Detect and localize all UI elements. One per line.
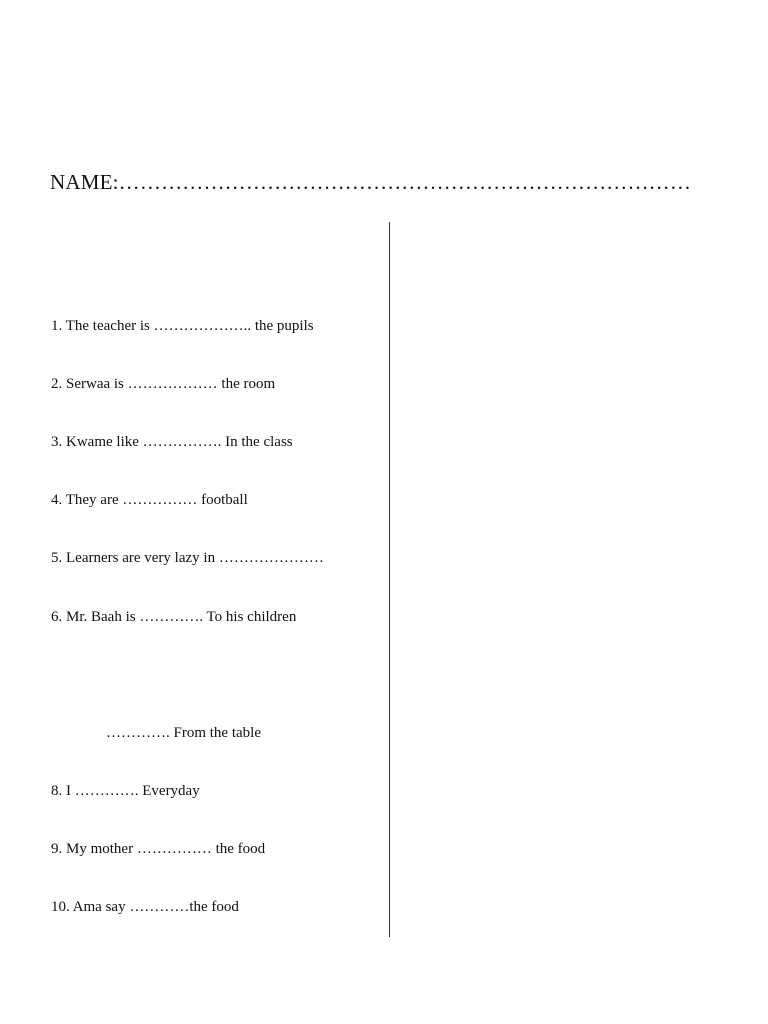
exercise-item-2: 2. Serwaa is ……………… the room: [51, 376, 276, 392]
exercise-item-4: 4. They are …………… football: [51, 492, 248, 508]
column-divider: [389, 222, 390, 937]
exercise-item-1: 1. The teacher is ……………….. the pupils: [51, 318, 314, 334]
exercise-item-9: 9. My mother …………… the food: [51, 841, 266, 857]
exercise-item-3: 3. Kwame like ……………. In the class: [51, 434, 293, 450]
exercise-item-7: …………. From the table: [106, 725, 261, 741]
exercise-item-5: 5. Learners are very lazy in …………………: [51, 550, 324, 566]
name-field-line: NAME:………………………………………………………………………: [50, 170, 692, 194]
exercise-item-8: 8. I …………. Everyday: [51, 783, 200, 799]
exercise-item-10: 10. Ama say …………the food: [51, 899, 239, 915]
exercise-item-6: 6. Mr. Baah is …………. To his children: [51, 609, 297, 625]
